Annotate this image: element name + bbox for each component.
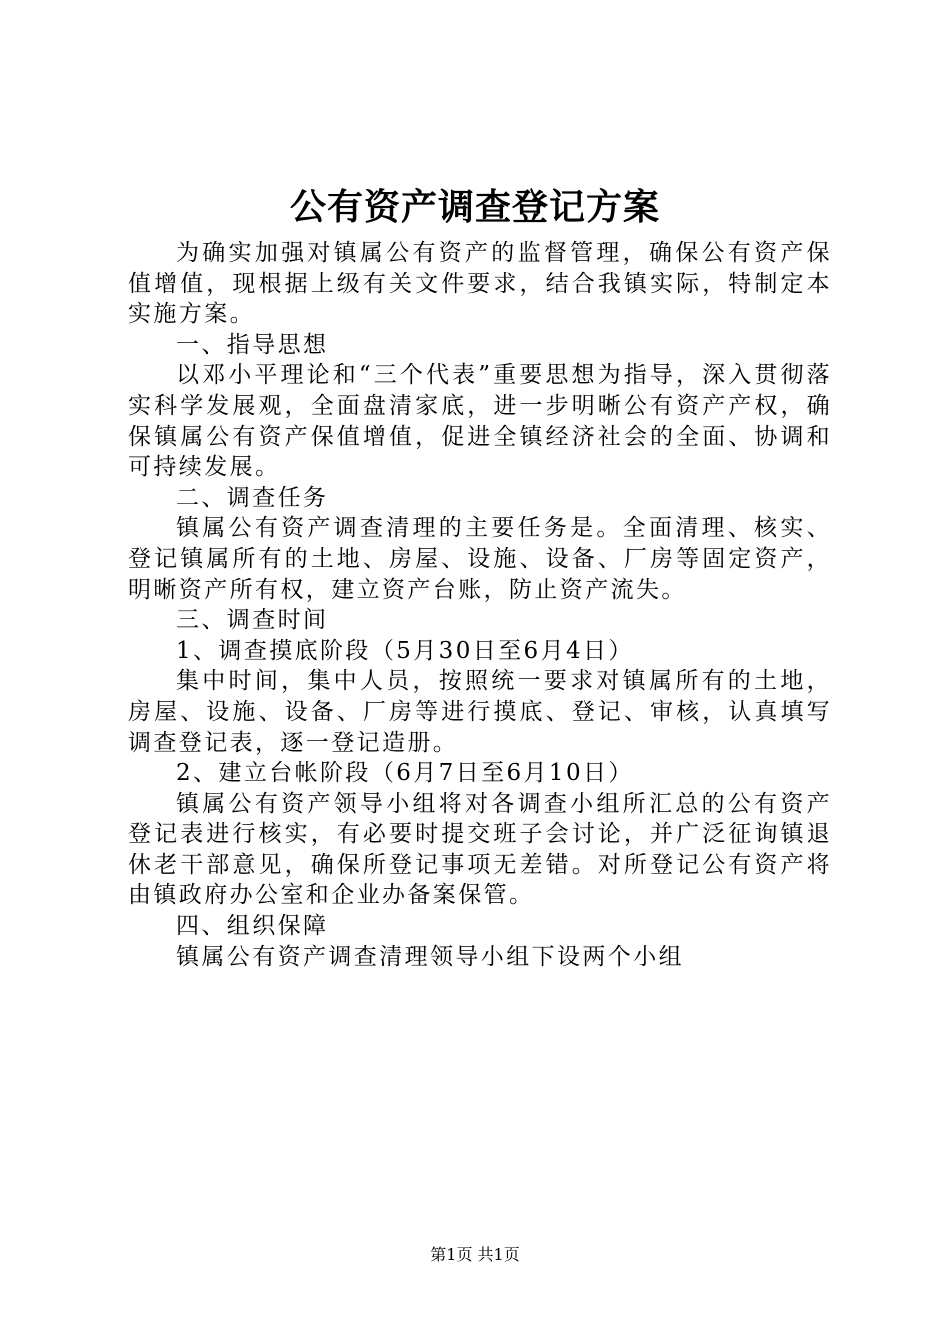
heading-survey-tasks: 二、调查任务 [176, 484, 329, 511]
heading-guiding-ideology: 一、指导思想 [176, 331, 329, 358]
paragraph-stage-2: 镇属公有资产领导小组将对各调查小组所汇总的公有资产登记表进行核实，有必要时提交班子会讨论，并广泛征询镇退休老干部意见，确保所登记事项无差错。对所登记公有资产将由镇政府办公室和企业办备案保管。 [128, 790, 832, 909]
paragraph-stage-1: 集中时间，集中人员，按照统一要求对镇属所有的土地，房屋、设施、设备、厂房等进行摸底、登记、审核，认真填写调查登记表，逐一登记造册。 [128, 668, 832, 756]
subheading-stage-1: 1、调查摸底阶段（5月30日至6月4日） [176, 637, 634, 664]
page-footer: 第1页 共1页 [430, 1245, 520, 1264]
document-title: 公有资产调查登记方案 [289, 187, 660, 228]
paragraph-organization: 镇属公有资产调查清理领导小组下设两个小组 [176, 943, 684, 970]
document-body [128, 238, 832, 972]
heading-survey-time: 三、调查时间 [176, 607, 329, 634]
paragraph-survey-tasks: 镇属公有资产调查清理的主要任务是。全面清理、核实、登记镇属所有的土地、房屋、设施、设备、厂房等固定资产，明晰资产所有权，建立资产台账，防止资产流失。 [128, 515, 832, 603]
subheading-stage-2: 2、建立台帐阶段（6月7日至6月10日） [176, 760, 634, 787]
paragraph-guiding-ideology: 以邓小平理论和“三个代表”重要思想为指导，深入贯彻落实科学发展观，全面盘清家底，进一步明晰公有资产产权，确保镇属公有资产保值增值，促进全镇经济社会的全面、协调和可持续发展。 [128, 362, 832, 481]
heading-organization: 四、组织保障 [176, 913, 329, 940]
paragraph-intro: 为确实加强对镇属公有资产的监督管理，确保公有资产保值增值，现根据上级有关文件要求，结合我镇实际，特制定本实施方案。 [128, 240, 832, 328]
